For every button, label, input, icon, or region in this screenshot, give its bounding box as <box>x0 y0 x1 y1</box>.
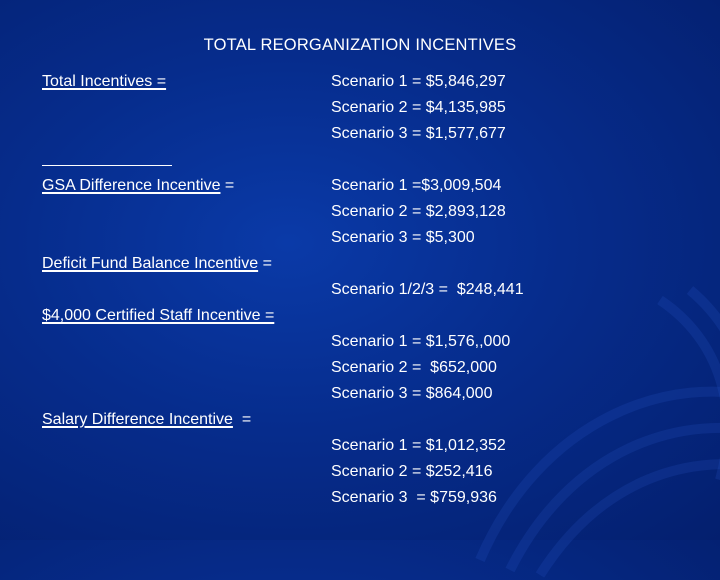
gsa-difference-label: GSA Difference Incentive = <box>42 177 235 194</box>
certified-staff-label: $4,000 Certified Staff Incentive = <box>42 307 275 324</box>
salary-difference-scenario-3: Scenario 3 = $759,936 <box>331 489 497 506</box>
total-incentives-scenario-2: Scenario 2 = $4,135,985 <box>331 99 506 116</box>
deficit-fund-balance-label: Deficit Fund Balance Incentive = <box>42 255 272 272</box>
certified-staff-scenario-3: Scenario 3 = $864,000 <box>331 385 493 402</box>
certified-staff-scenario-1: Scenario 1 = $1,576,,000 <box>331 333 511 350</box>
total-incentives-scenario-3: Scenario 3 = $1,577,677 <box>331 125 506 142</box>
page-title: TOTAL REORGANIZATION INCENTIVES <box>203 36 517 54</box>
salary-difference-scenario-2: Scenario 2 = $252,416 <box>331 463 493 480</box>
gsa-difference-scenario-1: Scenario 1 =$3,009,504 <box>331 177 502 194</box>
total-incentives-label: Total Incentives = <box>42 73 167 90</box>
gsa-difference-scenario-3: Scenario 3 = $5,300 <box>331 229 475 246</box>
salary-difference-scenario-1: Scenario 1 = $1,012,352 <box>331 437 506 454</box>
total-incentives-scenario-1: Scenario 1 = $5,846,297 <box>331 73 506 90</box>
salary-difference-label: Salary Difference Incentive = <box>42 411 252 428</box>
certified-staff-scenario-2: Scenario 2 = $652,000 <box>331 359 497 376</box>
gsa-difference-scenario-2: Scenario 2 = $2,893,128 <box>331 203 506 220</box>
deficit-fund-balance-scenario-all: Scenario 1/2/3 = $248,441 <box>331 281 524 298</box>
divider-line <box>42 165 172 166</box>
